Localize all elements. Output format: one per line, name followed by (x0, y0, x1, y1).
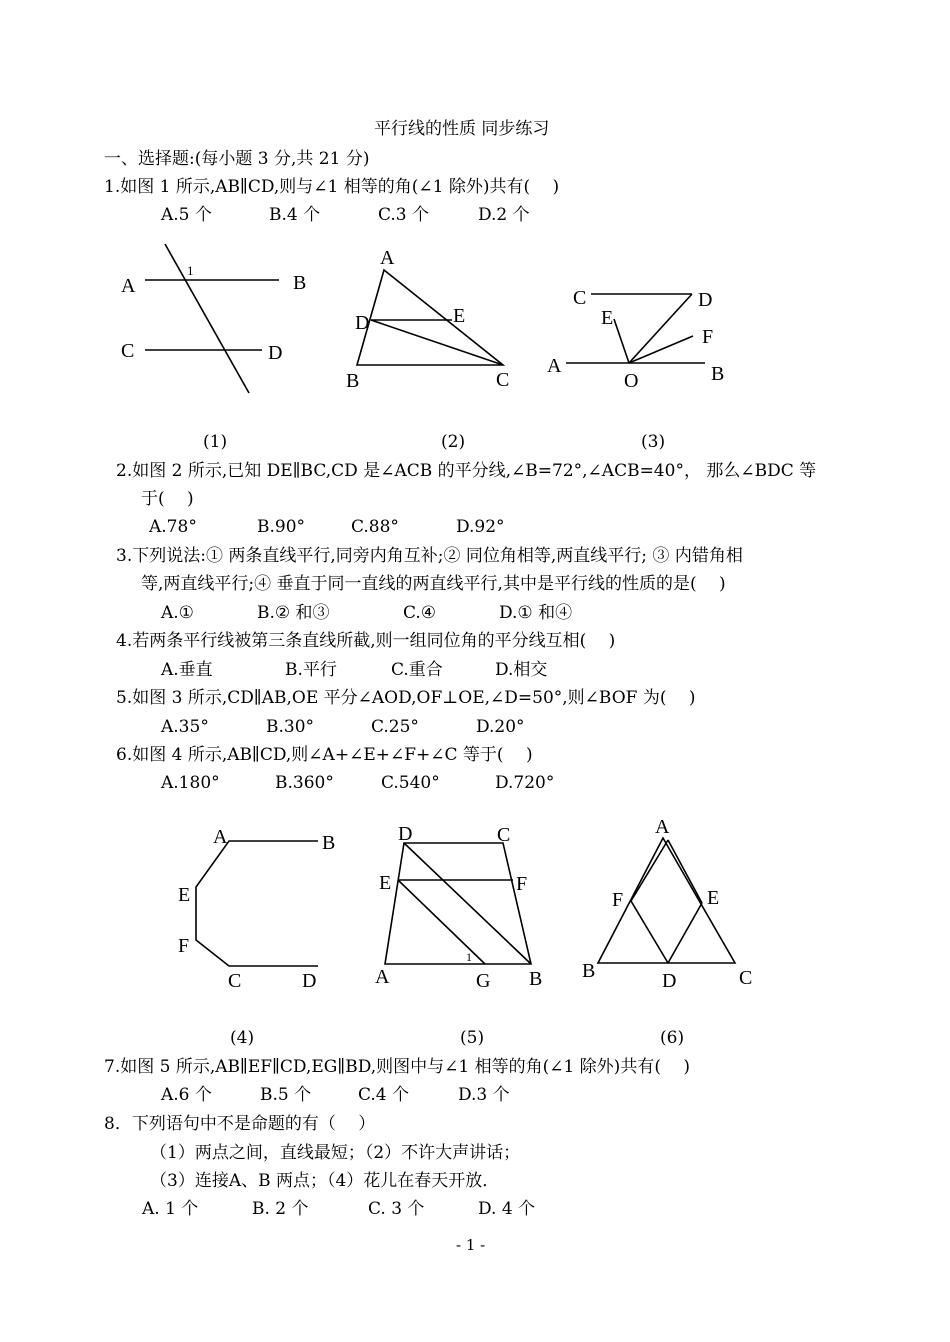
section-heading: 一、选择题:(每小题 3 分,共 21 分) (104, 149, 370, 169)
fig3-label-b: B (711, 363, 725, 385)
option-d: D.① 和④ (499, 603, 573, 623)
fig4-label-b: B (322, 832, 336, 854)
fig5-label-1: 1 (466, 950, 472, 964)
fig6-label-d: D (662, 970, 677, 992)
fig3-label-f: F (702, 326, 714, 348)
option-b: B.90° (257, 517, 306, 537)
fig6-label-c: C (739, 967, 753, 989)
fig1-label-c: C (121, 340, 135, 362)
option-c: C.④ (403, 603, 437, 623)
option-a: A.180° (161, 773, 220, 793)
question-8-text: 8．下列语句中不是命题的有（ ） (104, 1114, 376, 1134)
option-c: C.4 个 (358, 1085, 410, 1105)
fig4-label-d: D (302, 970, 317, 992)
question-8-statement-1-2: （1）两点之间，直线最短；（2）不许大声讲话； (150, 1143, 521, 1163)
fig1-label-d: D (268, 342, 283, 364)
option-b: B.360° (275, 773, 334, 793)
figure-6 (582, 816, 752, 992)
fig5-label-d: D (398, 823, 413, 845)
option-d: D.92° (456, 517, 505, 537)
figure-1-caption: (1) (203, 432, 228, 452)
option-b: B. 2 个 (252, 1199, 309, 1219)
option-d: D.3 个 (458, 1085, 510, 1105)
fig1-label-b: B (293, 272, 307, 294)
fig5-label-e: E (379, 872, 392, 894)
option-b: B.② 和③ (257, 603, 330, 623)
option-b: B.平行 (285, 660, 337, 680)
question-2-text-cont: 于( ) (141, 489, 194, 509)
question-6-text: 6.如图 4 所示,AB∥CD,则∠A+∠E+∠F+∠C 等于( ) (116, 745, 533, 765)
option-a: A.35° (161, 717, 209, 737)
fig1-label-1: 1 (187, 263, 194, 278)
option-d: D.20° (476, 717, 525, 737)
question-8-statement-3-4: （3）连接A、B 两点；（4）花儿在春天开放． (150, 1171, 500, 1191)
fig4-label-e: E (178, 884, 191, 906)
option-d: D.2 个 (478, 205, 530, 225)
fig5-label-f: F (516, 873, 528, 895)
page-title: 平行线的性质 同步练习 (374, 119, 550, 139)
option-b: B.4 个 (269, 205, 321, 225)
fig5-label-b: B (529, 968, 543, 990)
question-7-text: 7.如图 5 所示,AB∥EF∥CD,EG∥BD,则图中与∠1 相等的角(∠1 除外)共有( ) (104, 1057, 690, 1077)
fig3-label-d: D (698, 289, 713, 311)
question-3-text-cont: 等,两直线平行;④ 垂直于同一直线的两直线平行,其中是平行线的性质的是( ) (141, 574, 726, 594)
option-a: A.① (161, 603, 194, 623)
fig6-label-b: B (582, 960, 596, 982)
figure-6-caption: (6) (660, 1028, 685, 1048)
figure-4-caption: (4) (230, 1028, 255, 1048)
fig2-label-c: C (496, 369, 510, 391)
question-3-text: 3.下列说法:① 两条直线平行,同旁内角互补;② 同位角相等,两直线平行; ③ 内错角相 (116, 546, 743, 566)
figure-5 (375, 823, 542, 992)
question-1-text: 1.如图 1 所示,AB∥CD,则与∠1 相等的角(∠1 除外)共有( ) (104, 177, 560, 197)
fig4-label-a: A (213, 826, 228, 848)
fig6-label-e: E (707, 887, 720, 909)
page-number: - 1 - (456, 1236, 486, 1254)
figure-4 (178, 826, 335, 992)
fig3-label-c: C (573, 287, 587, 309)
fig5-label-c: C (497, 824, 511, 846)
option-a: A.6 个 (161, 1085, 212, 1105)
option-a: A. 1 个 (142, 1199, 199, 1219)
figure-5-caption: (5) (460, 1028, 485, 1048)
fig2-label-e: E (453, 305, 466, 327)
fig1-label-a: A (121, 275, 136, 297)
option-c: C.重合 (391, 660, 443, 680)
option-a: A.5 个 (161, 205, 212, 225)
option-b: B.30° (266, 717, 315, 737)
fig2-label-d: D (355, 312, 370, 334)
option-c: C.540° (381, 773, 440, 793)
fig6-label-f: F (612, 889, 624, 911)
option-c: C.88° (351, 517, 399, 537)
option-d: D.720° (495, 773, 555, 793)
figure-2-caption: (2) (441, 432, 466, 452)
question-5-text: 5.如图 3 所示,CD∥AB,OE 平分∠AOD,OF⊥OE,∠D=50°,则∠BOF 为( ) (116, 688, 696, 708)
option-c: C.3 个 (378, 205, 430, 225)
option-b: B.5 个 (260, 1085, 312, 1105)
fig6-label-a: A (655, 816, 670, 838)
question-4-text: 4.若两条平行线被第三条直线所截,则一组同位角的平分线互相( ) (116, 631, 616, 651)
option-d: D. 4 个 (478, 1199, 536, 1219)
fig4-label-f: F (178, 935, 190, 957)
fig2-label-a: A (380, 247, 395, 269)
fig5-label-g: G (476, 970, 491, 992)
fig3-label-a: A (547, 355, 562, 377)
fig3-label-o: O (624, 370, 639, 392)
fig2-label-b: B (346, 370, 360, 392)
question-2-text: 2.如图 2 所示,已知 DE∥BC,CD 是∠ACB 的平分线,∠B=72°,∠ACB=40°， 那么∠BDC 等 (116, 461, 817, 481)
option-c: C.25° (371, 717, 419, 737)
figure-3-caption: (3) (641, 432, 666, 452)
fig5-label-a: A (375, 966, 390, 988)
option-d: D.相交 (495, 660, 548, 680)
option-a: A.78° (149, 517, 197, 537)
option-c: C. 3 个 (368, 1199, 425, 1219)
fig4-label-c: C (228, 970, 242, 992)
option-a: A.垂直 (161, 660, 213, 680)
fig3-label-e: E (601, 307, 614, 329)
